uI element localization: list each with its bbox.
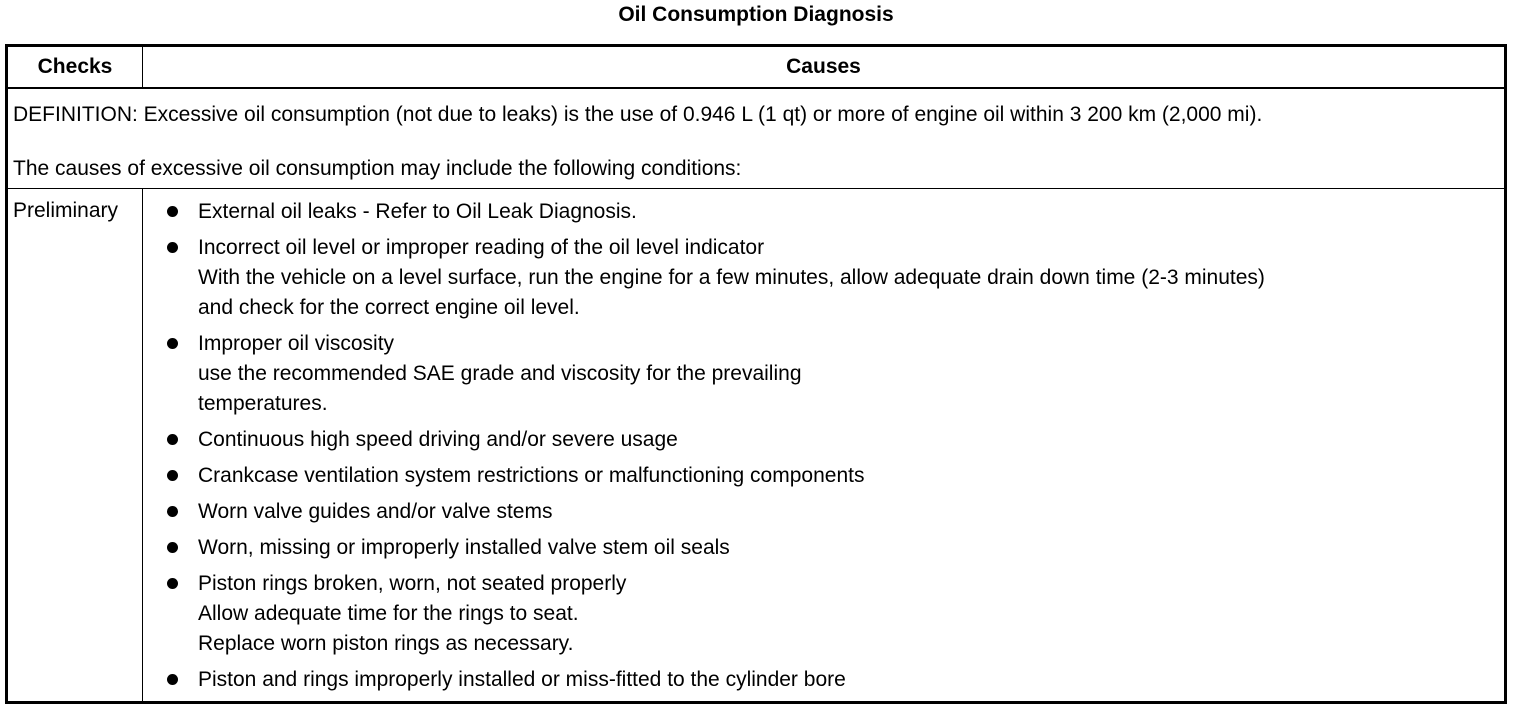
cause-item: [143, 197, 1500, 227]
cause-text: External oil leaks - Refer to Oil Leak Diagnosis.: [198, 200, 637, 223]
definition-intro-text: The causes of excessive oil consumption may include the following conditions:: [13, 157, 742, 180]
cause-text: Improper oil viscosity: [198, 332, 395, 355]
cause-item: [143, 425, 1500, 455]
diagnosis-table: [5, 44, 1507, 704]
bullet-icon: [167, 338, 178, 349]
causes-cell: [143, 189, 1506, 703]
bullet-icon: [167, 206, 178, 217]
cause-item: [143, 665, 1500, 695]
checks-column-header: Checks: [7, 46, 143, 89]
cause-text: Worn valve guides and/or valve stems: [198, 500, 553, 523]
definition-spacer: [13, 128, 1500, 155]
bullet-icon: [167, 578, 178, 589]
cause-detail: Allow adequate time for the rings to seat.: [198, 602, 579, 625]
cause-detail: use the recommended SAE grade and viscosity for the prevailing: [198, 362, 802, 385]
cause-detail: With the vehicle on a level surface, run the engine for a few minutes, allow adequate drain down time (2-3 minutes): [198, 266, 1265, 289]
cause-text: Piston rings broken, worn, not seated properly: [198, 572, 627, 595]
check-label-preliminary: Preliminary: [7, 189, 143, 703]
bullet-icon: [167, 242, 178, 253]
bullet-icon: [167, 542, 178, 553]
cause-text: Worn, missing or improperly installed valve stem oil seals: [198, 536, 730, 559]
cause-text: Crankcase ventilation system restrictions or malfunctioning components: [198, 464, 865, 487]
causes-list: [143, 197, 1500, 695]
cause-text: Incorrect oil level or improper reading of the oil level indicator: [198, 236, 765, 259]
cause-detail: Replace worn piston rings as necessary.: [198, 632, 574, 655]
definition-row: [7, 88, 1506, 189]
cause-text: Continuous high speed driving and/or severe usage: [198, 428, 678, 451]
definition-text: DEFINITION: Excessive oil consumption (not due to leaks) is the use of 0.946 L (1 qt) or more of engine oil within 3 200 km (2,000 mi).: [13, 103, 1263, 126]
table-header-row: [7, 46, 1506, 89]
cause-detail: temperatures.: [198, 392, 328, 415]
cause-item: [143, 329, 1500, 419]
causes-column-header: Causes: [143, 46, 1506, 89]
cause-item: [143, 233, 1500, 323]
cause-item: [143, 497, 1500, 527]
page-title: Oil Consumption Diagnosis: [618, 3, 894, 26]
cause-item: [143, 569, 1500, 659]
cause-detail: and check for the correct engine oil level.: [198, 296, 580, 319]
preliminary-row: [7, 189, 1506, 703]
cause-item: [143, 461, 1500, 491]
bullet-icon: [167, 470, 178, 481]
bullet-icon: [167, 506, 178, 517]
cause-item: [143, 533, 1500, 563]
definition-cell: [7, 88, 1506, 189]
cause-text: Piston and rings improperly installed or miss-fitted to the cylinder bore: [198, 668, 846, 691]
bullet-icon: [167, 434, 178, 445]
